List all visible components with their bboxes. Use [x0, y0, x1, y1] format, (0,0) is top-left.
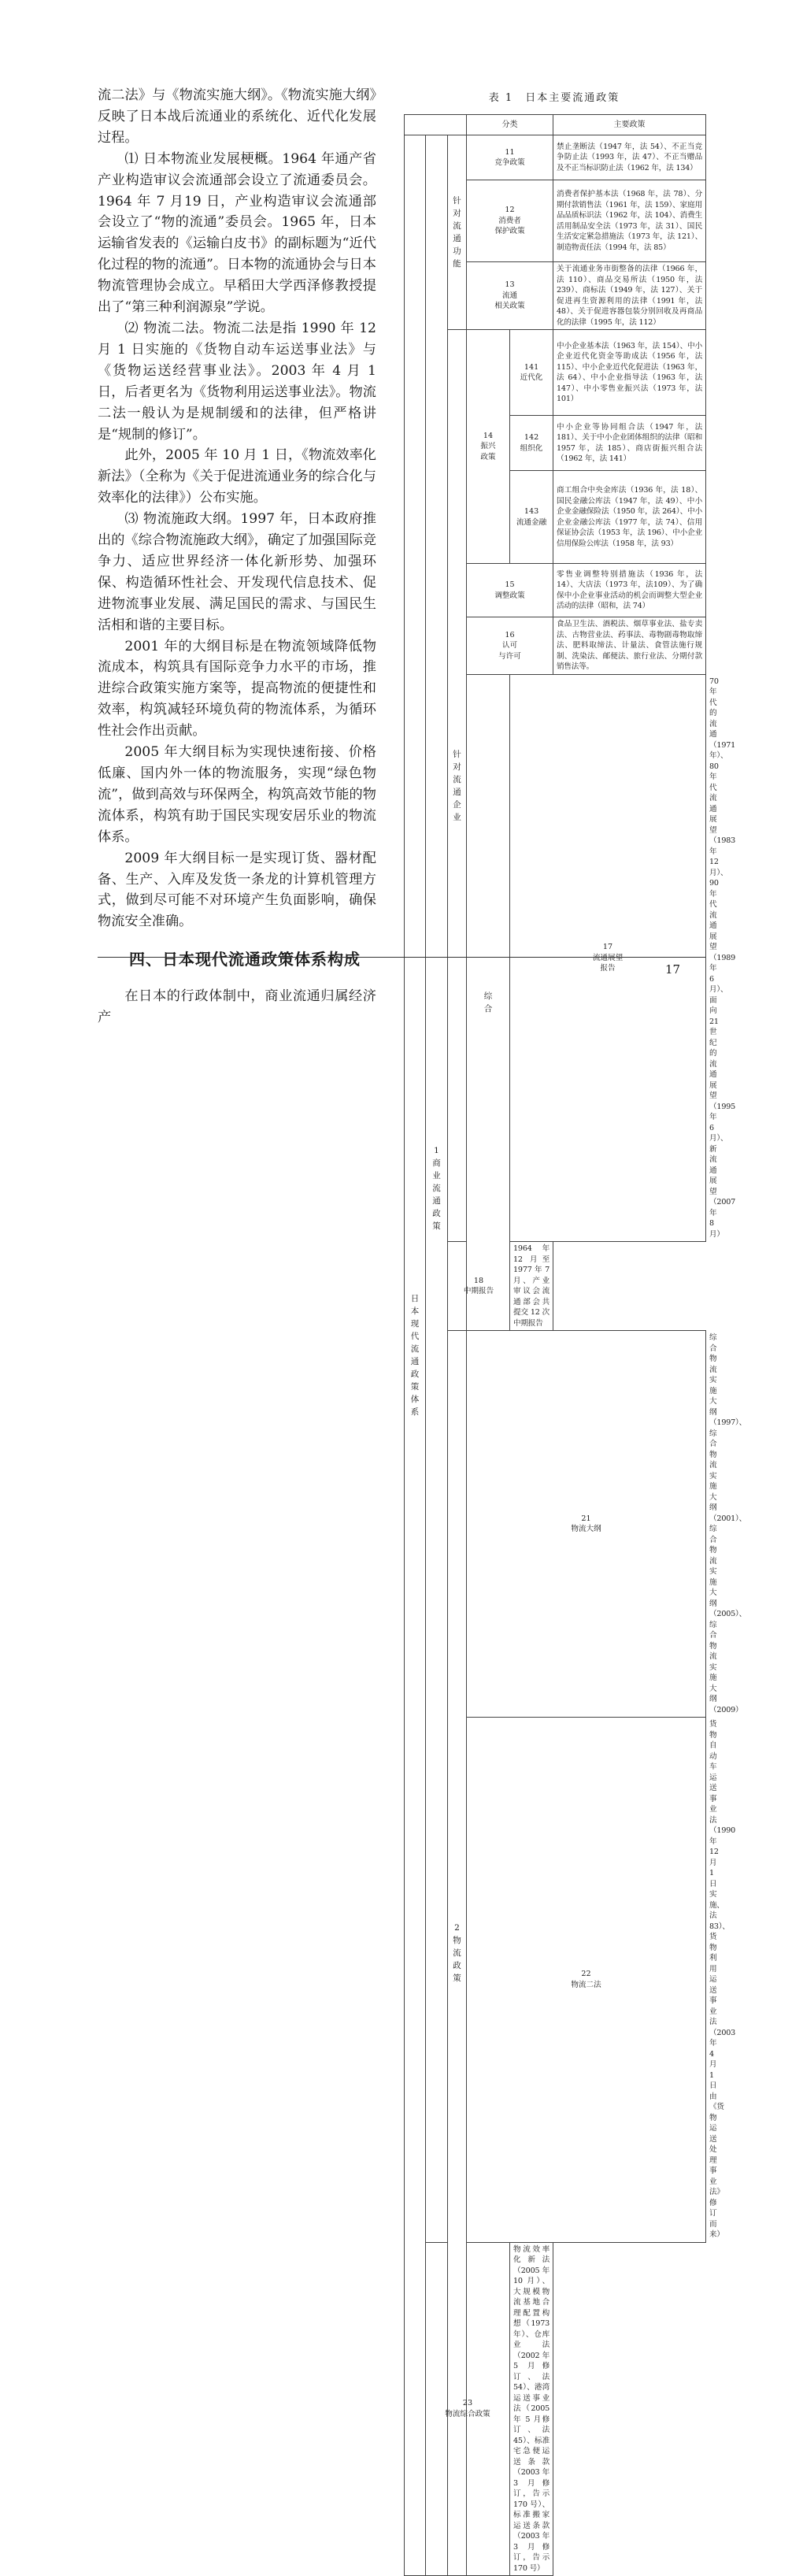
subcategory-cell: 142 组织化 — [510, 416, 553, 471]
header-category: 分类 — [467, 115, 553, 135]
paragraph-2001-outline: 2001 年的大纲目标是在物流领域降低物流成本，构筑具有国际竞争力水平的市场，推进综合政策实施方案等，提高物流的便捷性和效率，构筑减轻环境负荷的物流体系，为循环性社会作出贡献。 — [98, 638, 376, 739]
paragraph-policy-outline: ⑶ 物流施政大纲。1997 年，日本政府推出的《综合物流施政大纲》，确定了加强国际竞争力、适应世界经济一体化新形势、加强环保、构造循环性社会、开发现代信息技术、促进物流事业发展、满足国民的需求、与国民生活相和谐的主要目标。 — [98, 511, 376, 633]
category-cell: 17 流通展望 报告 — [510, 674, 706, 1242]
enterprise-label-cell: 针对流通企业 — [448, 330, 467, 1242]
category-cell: 14 振兴 政策 — [467, 330, 510, 564]
policy-cell: 关于流通业务市街整备的法律（1966 年，法 110）、商品交易所法（1950 年，法 239）、商标法（1949 年，法 127）、关于促进再生资源利用的法律（1991 年，法 48）、关于促进容器包装分别回收及再商品化的法律（1995 年，法 112） — [553, 262, 706, 330]
table-row: 2物流政策 21 物流大纲 综合物流实施大纲（1997）、综合物流实施大纲（2001）、综合物流实施大纲（2005）、综合物流实施大纲（2009） — [405, 1331, 706, 1718]
paragraph-2009-outline: 2009 年大纲目标一是实现订货、器材配备、生产、入库及发货一条龙的计算机管理方式，做到尽可能不对环境产生负面影响，确保物流安全准确。 — [98, 850, 376, 930]
paragraph-continuation: 流二法》与《物流实施大纲》。《物流实施大纲》反映了日本战后流通业的系统化、近代化发展过程。 — [98, 87, 376, 146]
policy-cell: 消费者保护基本法（1968 年，法 78）、分期付款销售法（1961 年，法 159）、家庭用品品质标识法（1962 年，法 104）、消费生活用制品安全法（1973 年，法 31）、国民生活安定紧急措施法（1973 年，法 121）、制造物责任法（1994 年，法 85） — [553, 180, 706, 262]
table-row — [405, 135, 706, 180]
table-row: 22 物流二法 货物自动车运送事业法（1990 年 12 月 1 日实施、法 83）、货物利用运送事业法（2003 年 4 月 1 日由《货物运送处理事业法》修订而来） — [405, 1718, 706, 2243]
category-cell: 11 竞争政策 — [467, 135, 553, 180]
table-row — [405, 330, 706, 416]
category-cell: 22 物流二法 — [467, 1718, 706, 2243]
header-blank-cell — [405, 115, 467, 135]
logistics-policy-cell: 2物流政策 — [448, 1331, 467, 2576]
policy-cell: 中小企业基本法（1963 年，法 154）、中小企业近代化资金等助成法（1956 年，法 115）、中小企业近代化促进法（1963 年，法 64）、中小企业指导法（1963 年，法 147）、中小零售业振兴法（1973 年，法 101） — [553, 330, 706, 416]
category-cell: 23 物流综合政策 — [426, 2242, 510, 2576]
system-label-cell: 日本现代流通政策体系 — [405, 135, 426, 2576]
paragraph-2005-outline: 2005 年大纲目标为实现快速衔接、价格低廉、国内外一体的物流服务，实现“绿色物流”，做到高效与环保两全，构筑高效节能的物流体系，构筑有助于国民实现安居乐业的物流体系。 — [98, 744, 376, 845]
policy-cell: 零售业调整特别措施法（1936 年，法 14）、大店法（1973 年，法109）、为了确保中小企业事业活动的机会而调整大型企业活动的法律（昭和，法 74） — [553, 564, 706, 617]
table-row: 综合 17 流通展望 报告 70 年代的流通（1971 年）、80 年代流通展望（1983 年 12 月）、90 年代流通展望（1989 年 6 月）、面向 21 世纪的流通展望（1995 年 6 月）、新流通展望（2007 年 8 月） — [405, 674, 706, 1242]
category-cell: 21 物流大纲 — [467, 1331, 706, 1718]
policy-cell: 商工组合中央金库法（1936 年，法 18）、国民金融公库法（1947 年，法 49）、中小企业金融保险法（1950 年，法 264）、中小企业金融公库法（1977 年，法 74）、信用保证协会法（1953 年，法 196）、中小企业信用保险公库法（1958 年，法 93） — [553, 471, 706, 564]
table-row — [405, 1242, 706, 1331]
policy-cell: 禁止垄断法（1947 年，法 54）、不正当竞争防止法（1993 年，法 47）、不正当赠品及不正当标识防止法（1962 年，法 134） — [553, 135, 706, 180]
commerce-policy-cell: 1商业流通政策 — [426, 135, 448, 2243]
body-text-column — [98, 85, 376, 1029]
page-number: 17 — [665, 962, 681, 977]
paragraph-section-intro: 在日本的行政体制中，商业流通归属经济产 — [98, 988, 376, 1026]
policy-cell: 物流效率化新法（2005 年 10 月）、大规模物流基地合理配置构想（1973 年）、仓库业法（2002 年 5 月修订、法 54）、港湾运送事业法（2005 年 5 月修订、法 45）、标准宅急便运送条款（2003 年 3 月修订，告示 170 号）、标准搬家运送条款（2003 年 3 月修订，告示 170 号） — [510, 2242, 553, 2576]
category-cell: 16 认可 与许可 — [467, 617, 553, 675]
subcategory-cell: 141 近代化 — [510, 330, 553, 416]
section-heading: 四、日本现代流通政策体系构成 — [129, 950, 361, 969]
paragraph-efficiency-law: 此外，2005 年 10 月 1 日，《物流效率化新法》（全称为《关于促进流通业务的综合化与效率化的法律》）公布实施。 — [98, 447, 376, 506]
general-label-cell: 综合 — [467, 674, 510, 1331]
table-header-row — [405, 115, 706, 135]
policy-cell: 中小企业等协同组合法（1947 年，法 181）、关于中小企业团体组织的法律（昭和 1957 年，法 185）、商店街振兴组合法（1962 年，法 141） — [553, 416, 706, 471]
policy-table — [404, 114, 747, 2576]
table-title: 表 1 日本主要流通政策 — [488, 92, 620, 104]
paragraph-two-logistics-laws: ⑵ 物流二法。物流二法是指 1990 年 12 月 1 日实施的《货物自动车运送事业法》与《货物运送经营事业法》。2003 年 4 月 1 日，后者更名为《货物利用运送事业法》。物流二法一般认为是规制缓和的法律，但严格讲是“规制的修订”。 — [98, 320, 376, 443]
category-cell: 12 消费者 保护政策 — [467, 180, 553, 262]
category-cell: 15 调整政策 — [467, 564, 553, 617]
category-cell: 18 中期报告 — [448, 1242, 510, 1331]
footer-rule — [98, 957, 705, 958]
header-policy: 主要政策 — [553, 115, 706, 135]
table-row — [405, 2242, 706, 2576]
paragraph-logistics-overview: ⑴ 日本物流业发展梗概。1964 年通产省产业构造审议会流通部会设立了流通委员会。1964 年 7 月19 日，产业构造审议会流通部会设立了“物的流通”委员会。1965 年，日本运输省发表的《运输白皮书》的副标题为“近代化过程的物的流通”。日本物的流通协会与日本物流管理协会成立。早稻田大学西泽修教授提出了“第三种利润源泉”学说。 — [98, 150, 376, 316]
category-cell: 13 流通 相关政策 — [467, 262, 553, 330]
function-label-cell: 针对流通功能 — [448, 135, 467, 330]
policy-cell: 食品卫生法、酒税法、烟草事业法、盐专卖法、古物营业法、药事法、毒物剧毒物取缔法、肥料取缔法、计量法、食管法施行规制、洗染法、邮便法、旅行业法、分期付款销售法等。 — [553, 617, 706, 675]
subcategory-cell: 143 流通金融 — [510, 471, 553, 564]
policy-cell: 1964 年 12 月至 1977 年 7 月、产业审议会流通部会共提交 12 次中期报告 — [510, 1242, 553, 1331]
